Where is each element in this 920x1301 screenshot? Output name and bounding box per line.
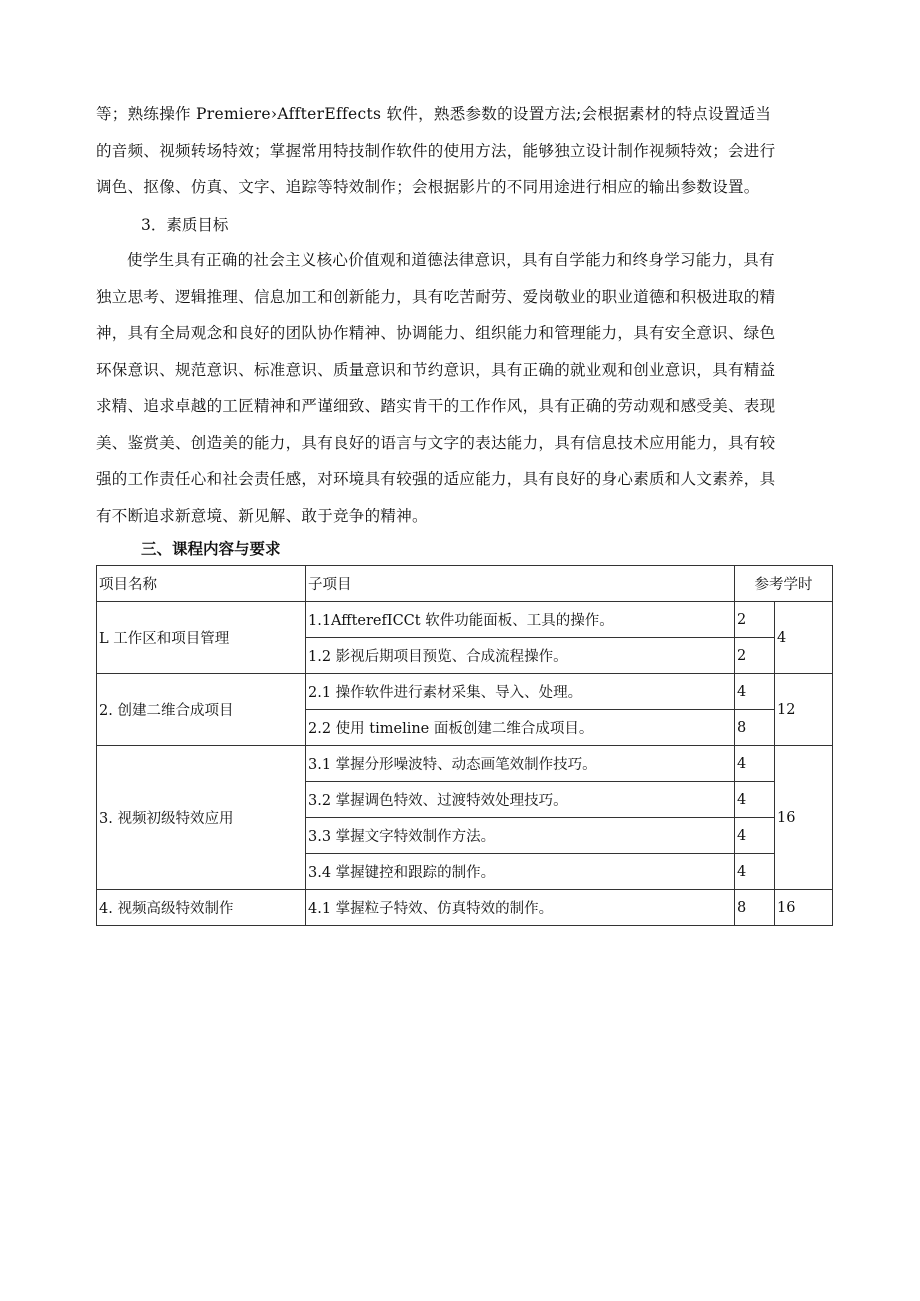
- table-row: [97, 746, 833, 782]
- subitem-hours-cell: 4: [735, 782, 775, 818]
- table-row: [97, 602, 833, 638]
- text-line: 强的工作责任心和社会责任感，对环境具有较强的适应能力，具有良好的身心素质和人文素养，具: [96, 470, 776, 488]
- text-line: 有不断追求新意境、新见解、敢于竞争的精神。: [96, 506, 428, 525]
- subitem-cell: 3.1 掌握分形噪波特、动态画笔效制作技巧。: [306, 746, 735, 782]
- subitem-cell: 1.1AffterefICCt 软件功能面板、工具的操作。: [306, 602, 735, 638]
- subitem-hours-cell: 4: [735, 854, 775, 890]
- project-name-cell: 4. 视频高级特效制作: [97, 890, 306, 926]
- subitem-cell: 1.2 影视后期项目预览、合成流程操作。: [306, 638, 735, 674]
- header-project-name: 项目名称: [97, 566, 306, 602]
- subitem-cell: 3.4 掌握键控和跟踪的制作。: [306, 854, 735, 890]
- total-hours-cell: 4: [775, 602, 833, 674]
- text-line: 的音频、视频转场特效；掌握常用特技制作软件的使用方法，能够独立设计制作视频特效；会进行: [96, 141, 776, 160]
- subitem-hours-cell: 4: [735, 746, 775, 782]
- quality-paragraph: [96, 242, 834, 534]
- text-line: 环保意识、规范意识、标准意识、质量意识和节约意识，具有正确的就业观和创业意识，具有精益: [96, 360, 776, 379]
- subitem-cell: 2.1 操作软件进行素材采集、导入、处理。: [306, 674, 735, 710]
- header-hours: 参考学时: [735, 566, 833, 602]
- text-line: 神，具有全局观念和良好的团队协作精神、协调能力、组织能力和管理能力，具有安全意识、绿色: [96, 324, 776, 342]
- subitem-cell: 3.2 掌握调色特效、过渡特效处理技巧。: [306, 782, 735, 818]
- text-line: 等；熟练操作 Premiere›AffterEffects 软件，熟悉参数的设置方法;会根据素材的特点设置适当: [96, 105, 772, 123]
- subitem-hours-cell: 8: [735, 710, 775, 746]
- table-row: [97, 674, 833, 710]
- section-title: 三、课程内容与要求: [141, 539, 281, 558]
- total-hours-cell: 16: [775, 890, 833, 926]
- text-line: 调色、抠像、仿真、文字、追踪等特效制作；会根据影片的不同用途进行相应的输出参数设置。: [96, 178, 760, 196]
- project-name-cell: L 工作区和项目管理: [97, 602, 306, 674]
- project-name-cell: 2. 创建二维合成项目: [97, 674, 306, 746]
- intro-paragraph: [96, 96, 834, 206]
- header-subitem: 子项目: [306, 566, 735, 602]
- text-line: 求精、追求卓越的工匠精神和严谨细致、踏实肯干的工作作风，具有正确的劳动观和感受美、表现: [96, 397, 776, 415]
- subitem-cell: 2.2 使用 timeline 面板创建二维合成项目。: [306, 710, 735, 746]
- table-header-row: [97, 566, 833, 602]
- subitem-cell: 3.3 掌握文字特效制作方法。: [306, 818, 735, 854]
- total-hours-cell: 16: [775, 746, 833, 890]
- table-row: [97, 890, 833, 926]
- text-line: 美、鉴赏美、创造美的能力，具有良好的语言与文字的表达能力，具有信息技术应用能力，具有较: [96, 433, 776, 452]
- subitem-hours-cell: 4: [735, 818, 775, 854]
- subitem-hours-cell: 2: [735, 638, 775, 674]
- subitem-hours-cell: 8: [735, 890, 775, 926]
- total-hours-cell: 12: [775, 674, 833, 746]
- text-line: 独立思考、逻辑推理、信息加工和创新能力，具有吃苦耐劳、爱岗敬业的职业道德和积极进取的精: [96, 287, 776, 306]
- project-name-cell: 3. 视频初级特效应用: [97, 746, 306, 890]
- subitem-hours-cell: 4: [735, 674, 775, 710]
- subitem-cell: 4.1 掌握粒子特效、仿真特效的制作。: [306, 890, 735, 926]
- quality-objective-heading: 3．素质目标: [141, 216, 229, 234]
- subitem-hours-cell: 2: [735, 602, 775, 638]
- text-line: 使学生具有正确的社会主义核心价值观和道德法律意识，具有自学能力和终身学习能力，具有: [127, 251, 775, 269]
- course-content-table: [96, 565, 833, 926]
